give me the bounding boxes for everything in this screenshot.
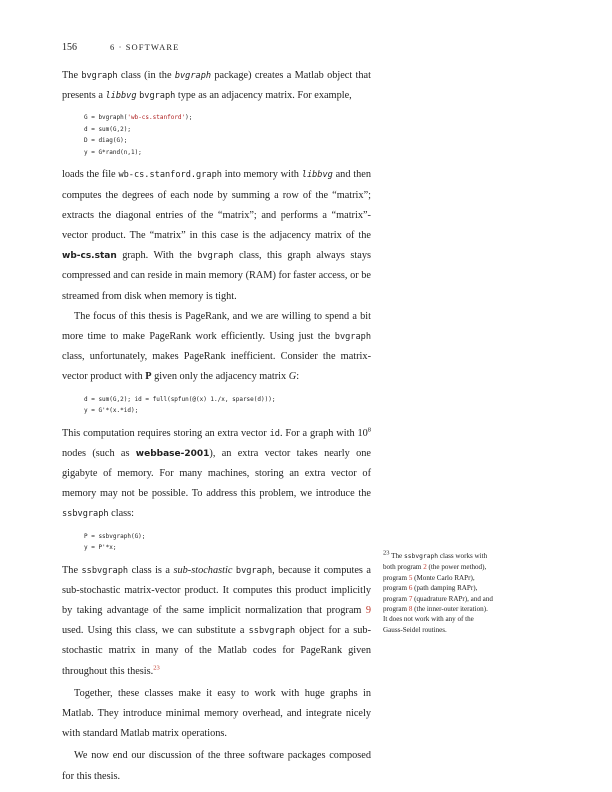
program-link[interactable]: 2 <box>423 563 427 572</box>
running-header <box>62 42 179 53</box>
paragraph-6: Together, these classes make it easy to work with huge graphs in Matlab. They introduce minimal memory overhead, and integrate nicely with standard Matlab matrix operations. <box>62 687 371 740</box>
program-link[interactable]: 6 <box>408 584 413 593</box>
paragraph-5: The ssbvgraph class is a sub-stochastic bvgraph, because it computes a sub-stochastic matrix-vector product. It computes this product implicitly by taking advantage of the same implicit normalization that program 9 used. Using this class, we can substitute a ssbvgraph object for a sub-stochastic matrix in many of the Matlab codes for PageRank given throughout this thesis.$^{23}$ <box>62 564 372 677</box>
section-title: 6 · SOFTWARE <box>110 42 180 52</box>
paragraph-2: loads the file wb-cs.stanford.graph into memory with libbvg and then computes the degrees of each node by summing a row of the “matrix”; extracts the diagonal entries of the “matrix”; and performs a “matrix”-vector product. The “matrix” in this case is the adjacency matrix of the wb-cs.stan graph. With the bvgraph class, this graph always stays compressed and can reside in main memory (RAM) for faster access, or be streamed from disk when memory is tight. <box>62 169 372 302</box>
code-line: y = P'*x; <box>84 544 117 552</box>
code-line: P = ssbvgraph(G); <box>84 532 146 540</box>
code-line: y = G'*(x.*id); <box>84 407 139 415</box>
code-line: D = diag(G); <box>84 137 128 145</box>
code-block-3 <box>84 531 371 554</box>
program-link[interactable]: 8 <box>408 605 413 614</box>
code-line: G = bvgraph('wb-cs.stanford'); <box>84 114 193 122</box>
program-link[interactable]: 5 <box>408 573 413 582</box>
program-link[interactable]: 7 <box>408 594 413 603</box>
paragraph-3: The focus of this thesis is PageRank, and we are willing to spend a bit more time to make PageRank work efficiently. Using just the bvgraph class, unfortunately, makes PageRank inefficient. Consider the matrix-vector product with P given only the adjacency matrix G: <box>62 310 371 383</box>
code-line: d = sum(G,2); id = full(spfun(@(x) 1./x, sparse(d))); <box>84 395 276 403</box>
code-block-1 <box>84 112 371 158</box>
code-line: y = G*rand(n,1); <box>84 148 142 156</box>
paragraph-7: We now end our discussion of the three software packages composed for this thesis. <box>62 750 371 782</box>
main-text <box>62 66 371 787</box>
code-block-2 <box>84 394 371 417</box>
sidenote: $^{23}$ The ssbvgraph class works with both program 2 (the power method), program 5 (Monte Carlo RAPr), program 6 (path damping RAPr), program 7 (quadrature RAPr), and and program 8 (the inner-outer iteration). It does not work with any of the Gauss-Seidel routines. <box>383 549 493 634</box>
program-link[interactable]: 9 <box>365 605 371 617</box>
page-number: 156 <box>62 42 77 53</box>
code-line: d = sum(G,2); <box>84 125 131 133</box>
paragraph-4: This computation requires storing an extra vector id. For a graph with $10^8$ nodes (such as webbase-2001), an extra vector takes nearly one gigabyte of memory. For many machines, storing an extra vector of memory may not be possible. To address this problem, we introduce the ssbvgraph class: <box>62 426 371 520</box>
paragraph-1: The bvgraph class (in the bvgraph package) creates a Matlab object that presents a libbvg bvgraph type as an adjacency matrix. For example, <box>62 70 371 102</box>
footnote-marker[interactable]: 23 <box>153 664 160 672</box>
